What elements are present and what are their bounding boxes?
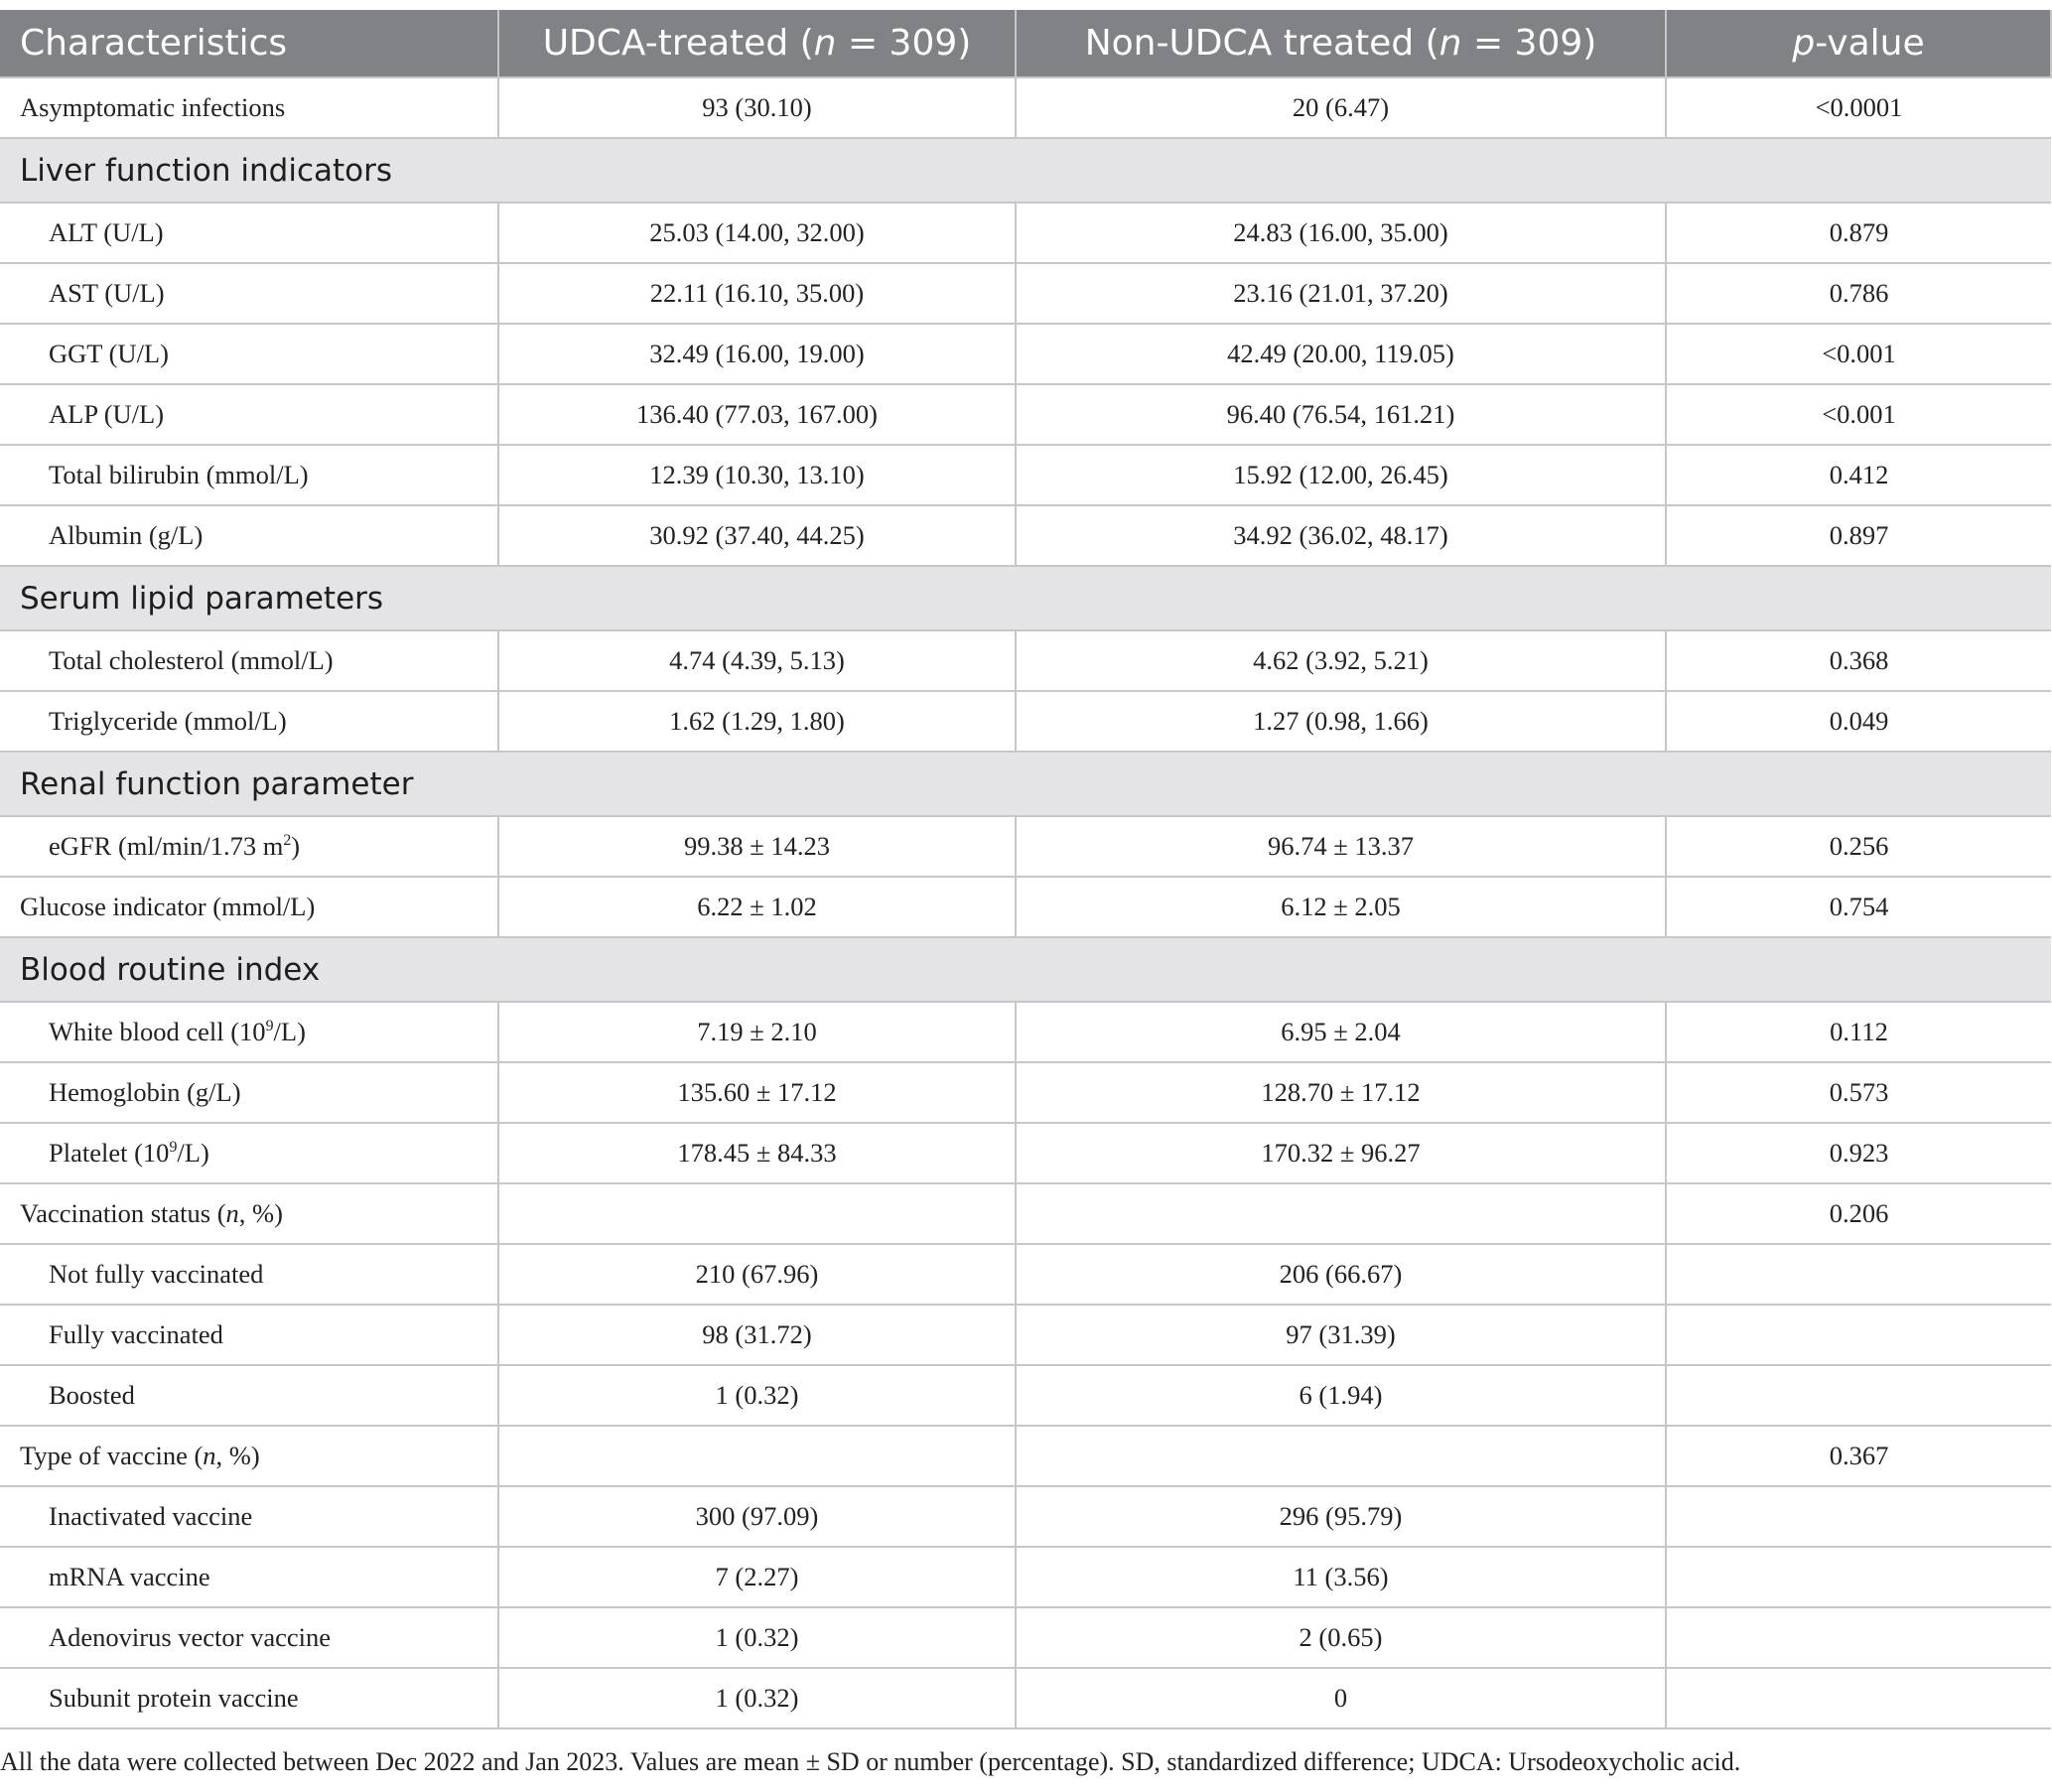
- table-row: [0, 1426, 2051, 1486]
- p-value: <0.0001: [1666, 77, 2051, 138]
- table-row: [0, 1305, 2051, 1365]
- table-row: [0, 1062, 2051, 1123]
- p-value: 0.786: [1666, 263, 2051, 324]
- p-value: <0.001: [1666, 324, 2051, 384]
- table-row: [0, 1365, 2051, 1426]
- row-label: Vaccination status (n, %): [0, 1183, 498, 1244]
- table-row: [0, 505, 2051, 566]
- row-label: Total cholesterol (mmol/L): [0, 630, 498, 691]
- non-udca-value: 6.95 ± 2.04: [1016, 1002, 1666, 1062]
- udca-value: 178.45 ± 84.33: [498, 1123, 1016, 1183]
- table-row: [0, 1607, 2051, 1668]
- table-row: [0, 1123, 2051, 1183]
- section-row: [0, 566, 2051, 630]
- characteristics-table: [0, 10, 2052, 1729]
- row-label: Platelet $(10^9/L)$: [0, 1123, 498, 1183]
- section-heading-liver: Liver function indicators: [0, 138, 2051, 203]
- non-udca-value: [1016, 1183, 1666, 1244]
- row-label: Asymptomatic infections: [0, 77, 498, 138]
- non-udca-value: 1.27 (0.98, 1.66): [1016, 691, 1666, 752]
- row-label: Triglyceride (mmol/L): [0, 691, 498, 752]
- row-label: Adenovirus vector vaccine: [0, 1607, 498, 1668]
- header-characteristics: Characteristics: [0, 10, 498, 77]
- udca-value: 22.11 (16.10, 35.00): [498, 263, 1016, 324]
- p-value: [1666, 1365, 2051, 1426]
- p-value: [1666, 1547, 2051, 1607]
- header-p-value: p-value: [1666, 10, 2051, 77]
- udca-value: 98 (31.72): [498, 1305, 1016, 1365]
- p-value: [1666, 1486, 2051, 1547]
- table-row: [0, 1668, 2051, 1728]
- row-label: White blood cell $(10^9/L)$: [0, 1002, 498, 1062]
- row-label: AST (U/L): [0, 263, 498, 324]
- p-value: [1666, 1244, 2051, 1305]
- p-value: 0.879: [1666, 203, 2051, 263]
- table-row: [0, 1486, 2051, 1547]
- table-row: [0, 1244, 2051, 1305]
- udca-value: [498, 1426, 1016, 1486]
- table-row: [0, 263, 2051, 324]
- non-udca-value: 206 (66.67): [1016, 1244, 1666, 1305]
- p-value: [1666, 1305, 2051, 1365]
- udca-value: 210 (67.96): [498, 1244, 1016, 1305]
- row-label: Glucose indicator (mmol/L): [0, 877, 498, 937]
- row-label: Hemoglobin (g/L): [0, 1062, 498, 1123]
- table-row: [0, 691, 2051, 752]
- section-row: [0, 138, 2051, 203]
- section-row: [0, 752, 2051, 816]
- p-value: 0.573: [1666, 1062, 2051, 1123]
- header-non-udca-treated: Non-UDCA treated (n = 309): [1016, 10, 1666, 77]
- table-row: [0, 816, 2051, 877]
- table-header-row: [0, 10, 2051, 77]
- section-heading-renal: Renal function parameter: [0, 752, 2051, 816]
- p-value: 0.897: [1666, 505, 2051, 566]
- p-value: 0.412: [1666, 445, 2051, 505]
- table-row: [0, 1183, 2051, 1244]
- table-row: [0, 203, 2051, 263]
- udca-value: 6.22 ± 1.02: [498, 877, 1016, 937]
- udca-value: 1 (0.32): [498, 1668, 1016, 1728]
- row-label: ALT (U/L): [0, 203, 498, 263]
- table-row: [0, 1002, 2051, 1062]
- table-row: [0, 445, 2051, 505]
- udca-value: 30.92 (37.40, 44.25): [498, 505, 1016, 566]
- non-udca-value: 96.74 ± 13.37: [1016, 816, 1666, 877]
- section-heading-lipid: Serum lipid parameters: [0, 566, 2051, 630]
- row-label: Fully vaccinated: [0, 1305, 498, 1365]
- non-udca-value: 23.16 (21.01, 37.20): [1016, 263, 1666, 324]
- udca-value: 99.38 ± 14.23: [498, 816, 1016, 877]
- row-label: GGT (U/L): [0, 324, 498, 384]
- non-udca-value: 6 (1.94): [1016, 1365, 1666, 1426]
- non-udca-value: 6.12 ± 2.05: [1016, 877, 1666, 937]
- non-udca-value: 97 (31.39): [1016, 1305, 1666, 1365]
- row-label: Type of vaccine (n, %): [0, 1426, 498, 1486]
- table-footnote: All the data were collected between Dec 2022 and Jan 2023. Values are mean ± SD or number (percentage). SD, standardized difference; UDCA: Ursodeoxycholic acid.: [0, 1747, 1741, 1776]
- row-label: Inactivated vaccine: [0, 1486, 498, 1547]
- udca-value: 135.60 ± 17.12: [498, 1062, 1016, 1123]
- p-value: 0.256: [1666, 816, 2051, 877]
- non-udca-value: 20 (6.47): [1016, 77, 1666, 138]
- p-value: 0.754: [1666, 877, 2051, 937]
- row-label: eGFR (ml/min/1.73 $m^2$): [0, 816, 498, 877]
- section-row: [0, 937, 2051, 1002]
- row-label: Boosted: [0, 1365, 498, 1426]
- non-udca-value: 11 (3.56): [1016, 1547, 1666, 1607]
- p-value: 0.206: [1666, 1183, 2051, 1244]
- p-value: 0.923: [1666, 1123, 2051, 1183]
- non-udca-value: 128.70 ± 17.12: [1016, 1062, 1666, 1123]
- udca-value: 300 (97.09): [498, 1486, 1016, 1547]
- table-row: [0, 877, 2051, 937]
- non-udca-value: 296 (95.79): [1016, 1486, 1666, 1547]
- p-value: [1666, 1607, 2051, 1668]
- table-row: [0, 324, 2051, 384]
- udca-value: 25.03 (14.00, 32.00): [498, 203, 1016, 263]
- row-label: ALP (U/L): [0, 384, 498, 445]
- non-udca-value: 0: [1016, 1668, 1666, 1728]
- non-udca-value: 24.83 (16.00, 35.00): [1016, 203, 1666, 263]
- row-label: Albumin (g/L): [0, 505, 498, 566]
- udca-value: 12.39 (10.30, 13.10): [498, 445, 1016, 505]
- row-label: Subunit protein vaccine: [0, 1668, 498, 1728]
- non-udca-value: 42.49 (20.00, 119.05): [1016, 324, 1666, 384]
- p-value: [1666, 1668, 2051, 1728]
- p-value: 0.049: [1666, 691, 2051, 752]
- p-value: <0.001: [1666, 384, 2051, 445]
- header-udca-treated: UDCA-treated (n = 309): [498, 10, 1016, 77]
- udca-value: 4.74 (4.39, 5.13): [498, 630, 1016, 691]
- p-value: 0.368: [1666, 630, 2051, 691]
- udca-value: 32.49 (16.00, 19.00): [498, 324, 1016, 384]
- table-row: [0, 77, 2051, 138]
- udca-value: 1.62 (1.29, 1.80): [498, 691, 1016, 752]
- row-label: Total bilirubin (mmol/L): [0, 445, 498, 505]
- non-udca-value: 96.40 (76.54, 161.21): [1016, 384, 1666, 445]
- p-value: 0.367: [1666, 1426, 2051, 1486]
- table-row: [0, 1547, 2051, 1607]
- section-heading-blood: Blood routine index: [0, 937, 2051, 1002]
- udca-value: 93 (30.10): [498, 77, 1016, 138]
- non-udca-value: 34.92 (36.02, 48.17): [1016, 505, 1666, 566]
- p-value: 0.112: [1666, 1002, 2051, 1062]
- row-label: Not fully vaccinated: [0, 1244, 498, 1305]
- table-row: [0, 384, 2051, 445]
- row-label: mRNA vaccine: [0, 1547, 498, 1607]
- non-udca-value: [1016, 1426, 1666, 1486]
- non-udca-value: 15.92 (12.00, 26.45): [1016, 445, 1666, 505]
- non-udca-value: 2 (0.65): [1016, 1607, 1666, 1668]
- udca-value: [498, 1183, 1016, 1244]
- udca-value: 136.40 (77.03, 167.00): [498, 384, 1016, 445]
- udca-value: 1 (0.32): [498, 1607, 1016, 1668]
- udca-value: 7.19 ± 2.10: [498, 1002, 1016, 1062]
- udca-value: 1 (0.32): [498, 1365, 1016, 1426]
- udca-value: 7 (2.27): [498, 1547, 1016, 1607]
- non-udca-value: 170.32 ± 96.27: [1016, 1123, 1666, 1183]
- table-row: [0, 630, 2051, 691]
- non-udca-value: 4.62 (3.92, 5.21): [1016, 630, 1666, 691]
